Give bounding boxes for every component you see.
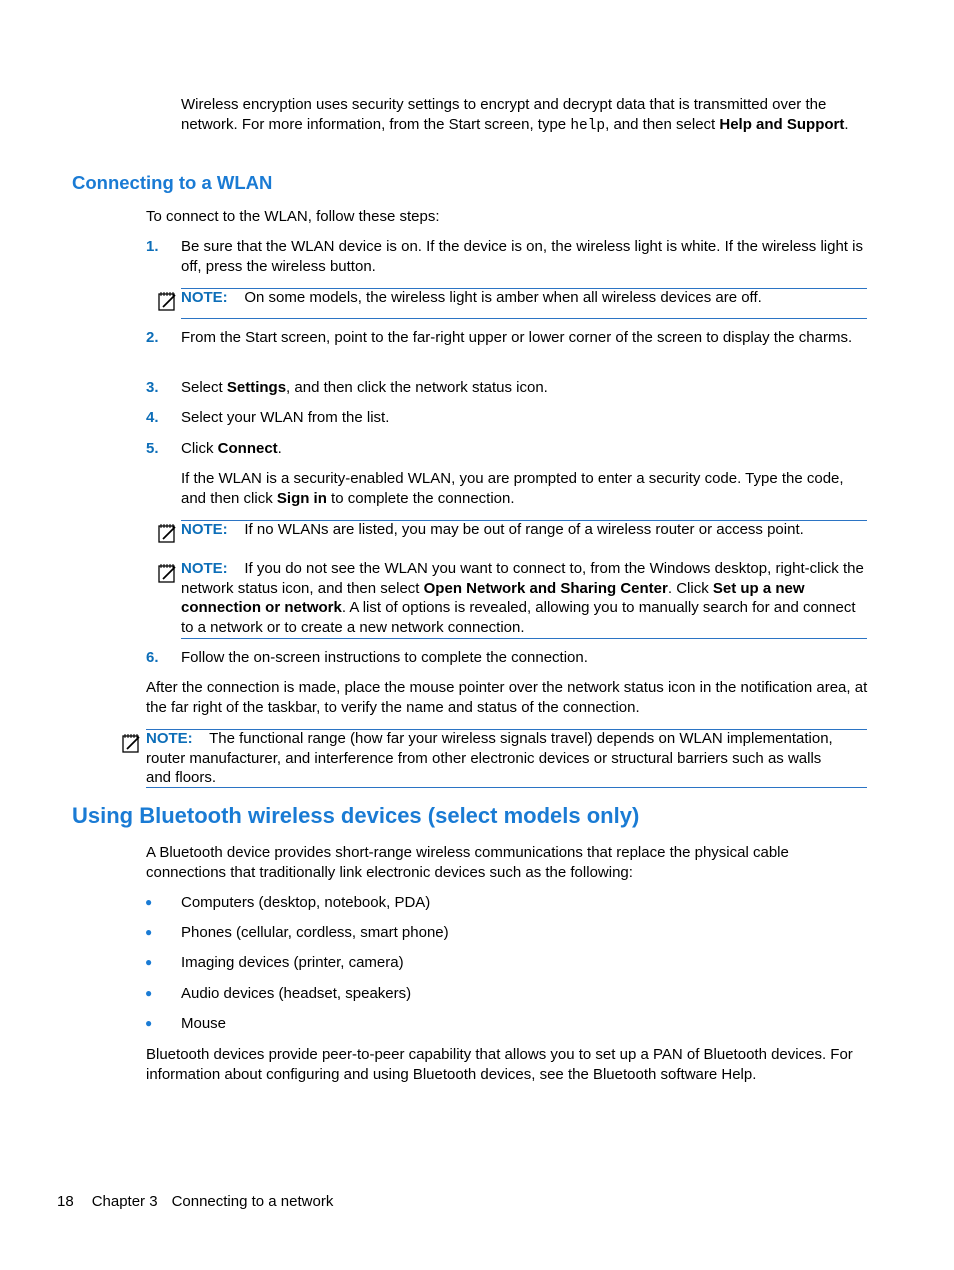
step-5-para-pre: If the WLAN is a security-enabled WLAN, you are prompted to enter a security code. Type the code, and then click	[181, 470, 844, 507]
step-5-para-post: to complete the connection.	[326, 489, 515, 507]
step-5-para-bold: Sign in	[276, 489, 327, 507]
bullet-icon: ●	[145, 986, 153, 1000]
step-5-paragraph	[181, 469, 871, 508]
list-item: Computers (desktop, notebook, PDA)	[181, 894, 431, 911]
note-pad-icon	[120, 732, 142, 760]
note-pad-icon	[156, 562, 178, 590]
bullet-icon: ●	[145, 1016, 153, 1030]
step-5-number: 5.	[146, 440, 159, 457]
note-1-label: NOTE:	[181, 289, 228, 306]
note-4-text: The functional range (how far your wireless signals travel) depends on WLAN implementation, router manufacturer, and interference from other electronic devices or structural barriers such as walls and floors.	[146, 730, 833, 786]
step-1-text: Be sure that the WLAN device is on. If the device is on, the wireless light is white. If the wireless light is off, press the wireless button.	[181, 238, 863, 275]
note-pad-icon	[156, 290, 178, 318]
intro-end: .	[844, 115, 849, 133]
wlan-lead: To connect to the WLAN, follow these steps:	[146, 208, 440, 225]
list-item: Audio devices (headset, speakers)	[181, 985, 412, 1002]
step-5-post: .	[277, 440, 282, 457]
step-3-text	[181, 378, 871, 398]
step-2-text: From the Start screen, point to the far-right upper or lower corner of the screen to display the charms.	[181, 329, 853, 346]
step-4-number: 4.	[146, 409, 159, 426]
bullet-icon: ●	[145, 895, 153, 909]
note-1-bottom-rule	[181, 318, 867, 319]
step-3-pre: Select	[181, 379, 227, 396]
note-4	[146, 729, 846, 788]
note-2-text: If no WLANs are listed, you may be out of range of a wireless router or access point.	[244, 521, 804, 538]
footer-chapter: Chapter 3	[91, 1193, 158, 1210]
note-2-label: NOTE:	[181, 521, 228, 538]
step-4-text: Select your WLAN from the list.	[181, 409, 390, 426]
note-3-bold-2: Set up a new connection or network	[181, 579, 805, 616]
page-footer	[57, 1192, 333, 1212]
after-connection-paragraph: After the connection is made, place the mouse pointer over the network status icon in the notification area, at the far right of the taskbar, to verify the name and status of the connection.	[146, 679, 868, 716]
step-3-post: , and then click the network status icon.	[286, 379, 548, 396]
note-3-text-c: . Click	[667, 579, 713, 597]
note-3-bottom-rule	[181, 638, 867, 639]
intro-paragraph	[181, 95, 871, 136]
step-5-bold: Connect	[217, 440, 278, 457]
step-6-number: 6.	[146, 649, 159, 666]
bullet-icon: ●	[145, 925, 153, 939]
note-3	[181, 559, 867, 637]
bluetooth-closing-paragraph: Bluetooth devices provide peer-to-peer capability that allows you to set up a PAN of Bluetooth devices. For information about configuring and using Bluetooth devices, see the Bluetooth software Help.	[146, 1046, 853, 1083]
bullet-icon: ●	[145, 955, 153, 969]
step-2-number: 2.	[146, 329, 159, 346]
note-3-text-d: . A list of options is revealed, allowing you to manually search for and connect to a network or to create a new network connection.	[181, 599, 856, 636]
step-3-number: 3.	[146, 379, 159, 396]
intro-text-2: , and then select	[605, 115, 720, 133]
footer-title: Connecting to a network	[171, 1193, 334, 1210]
intro-command: help	[570, 117, 606, 134]
list-item: Phones (cellular, cordless, smart phone)	[181, 924, 449, 941]
list-item: Mouse	[181, 1015, 227, 1032]
note-3-bold-1: Open Network and Sharing Center	[423, 579, 668, 597]
note-4-bottom-rule	[146, 787, 867, 788]
step-6-text: Follow the on-screen instructions to complete the connection.	[181, 649, 588, 666]
step-1-number: 1.	[146, 238, 159, 255]
note-2	[181, 520, 867, 540]
step-3-bold: Settings	[226, 379, 287, 396]
step-5-text	[181, 439, 871, 459]
note-1	[181, 288, 867, 308]
list-item: Imaging devices (printer, camera)	[181, 954, 404, 971]
note-3-text-a: If you do not see the WLAN you want to connect to, from the Windows desktop, right-click the network status icon, and then select	[181, 560, 864, 597]
intro-help-support: Help and Support	[719, 115, 845, 133]
note-4-label: NOTE:	[146, 730, 193, 747]
page-number: 18	[57, 1193, 74, 1210]
note-3-label: NOTE:	[181, 560, 228, 577]
bluetooth-lead: A Bluetooth device provides short-range wireless communications that replace the physical cable connections that traditionally link electronic devices such as the following:	[146, 844, 789, 881]
section-heading-wlan: Connecting to a WLAN	[72, 172, 273, 193]
note-pad-icon	[156, 522, 178, 550]
intro-text: Wireless encryption uses security settings to encrypt and decrypt data that is transmitted over the network. For more information, from the Start screen, type	[181, 96, 827, 133]
step-5-pre: Click	[181, 440, 218, 457]
note-1-text: On some models, the wireless light is amber when all wireless devices are off.	[244, 289, 762, 306]
section-heading-bluetooth: Using Bluetooth wireless devices (select models only)	[72, 803, 640, 828]
